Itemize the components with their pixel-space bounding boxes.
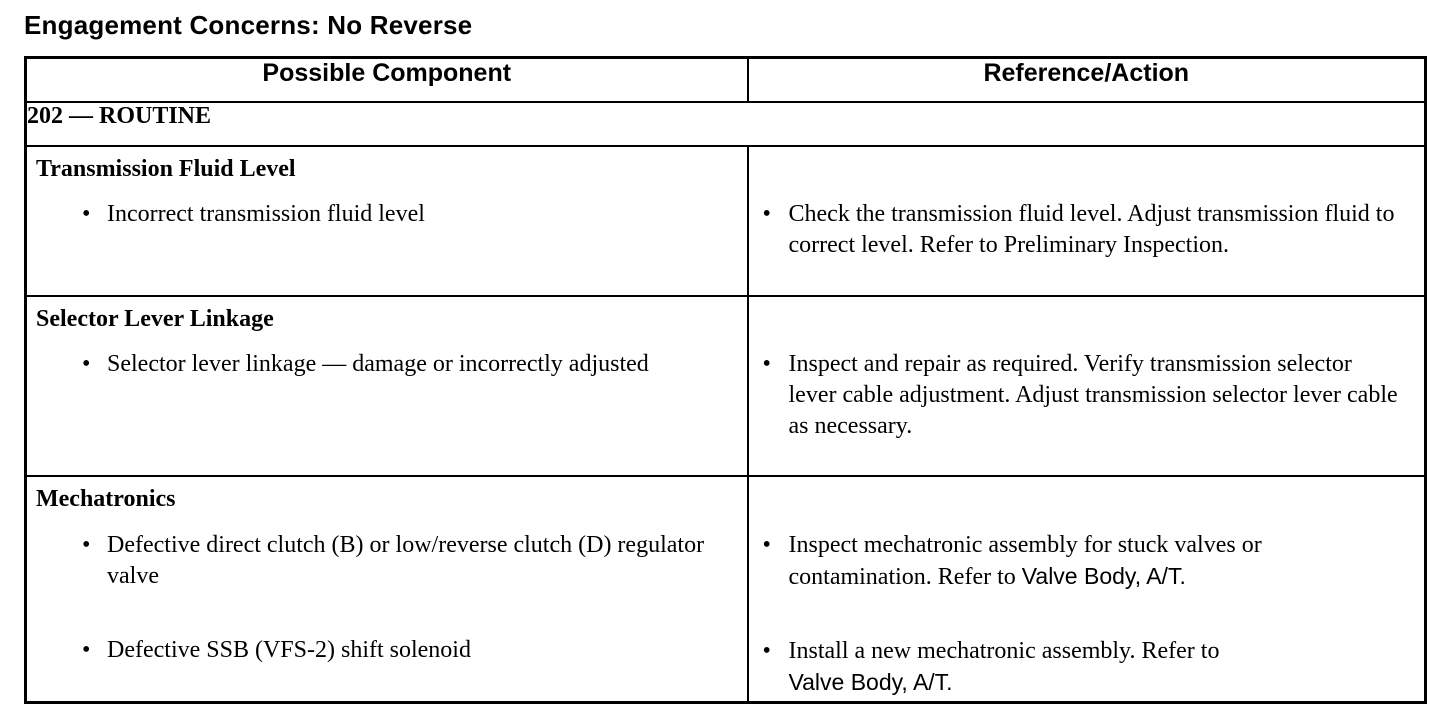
bullet-icon: • (82, 201, 91, 227)
column-header-component: Possible Component (26, 58, 748, 103)
action-cell (748, 146, 1426, 296)
action-text: Inspect mechatronic assembly for stuck valves or contamination. Refer to (788, 532, 1262, 590)
header-row (26, 58, 1426, 103)
component-text: Selector lever linkage — damage or incorrectly adjusted (107, 351, 649, 377)
column-header-action: Reference/Action (748, 58, 1426, 103)
routine-row (26, 102, 1426, 146)
action-item (749, 349, 1425, 442)
section-title: Transmission Fluid Level (36, 156, 296, 182)
component-cell (26, 476, 748, 702)
routine-label: 202 — ROUTINE (26, 102, 1426, 146)
component-text: Defective SSB (VFS-2) shift solenoid (107, 637, 471, 663)
action-item (749, 530, 1425, 593)
component-text: Incorrect transmission fluid level (107, 201, 425, 227)
component-item (27, 635, 747, 666)
bullet-icon: • (82, 637, 91, 663)
action-text: Inspect and repair as required. Verify transmission selector lever cable adjustment. Adjust transmission selector lever cable as necessary. (788, 351, 1398, 439)
section-row (26, 146, 1426, 296)
bullet-icon: • (762, 351, 771, 377)
action-cell (748, 476, 1426, 702)
action-reference: Valve Body, A/T. (788, 669, 953, 695)
page-title: Engagement Concerns: No Reverse (24, 10, 473, 40)
section-row (26, 296, 1426, 476)
action-text: Install a new mechatronic assembly. Refer to (788, 638, 1220, 664)
section-title: Mechatronics (36, 486, 176, 512)
component-cell (26, 146, 748, 296)
bullet-icon: • (762, 638, 771, 664)
component-item (27, 530, 747, 592)
bullet-icon: • (762, 201, 771, 227)
action-item (749, 636, 1425, 699)
component-item (27, 349, 747, 380)
action-cell (748, 296, 1426, 476)
bullet-icon: • (762, 532, 771, 558)
action-item (749, 199, 1425, 261)
component-item (27, 199, 747, 230)
bullet-icon: • (82, 532, 91, 558)
section-title: Selector Lever Linkage (36, 306, 274, 332)
bullet-icon: • (82, 351, 91, 377)
action-text: Check the transmission fluid level. Adjust transmission fluid to correct level. Refer to Preliminary Inspection. (788, 201, 1395, 258)
section-row (26, 476, 1426, 702)
action-reference: Valve Body, A/T. (1021, 563, 1186, 589)
component-text: Defective direct clutch (B) or low/reverse clutch (D) regulator valve (107, 532, 705, 589)
component-cell (26, 296, 748, 476)
diagnostic-table (24, 56, 1427, 704)
